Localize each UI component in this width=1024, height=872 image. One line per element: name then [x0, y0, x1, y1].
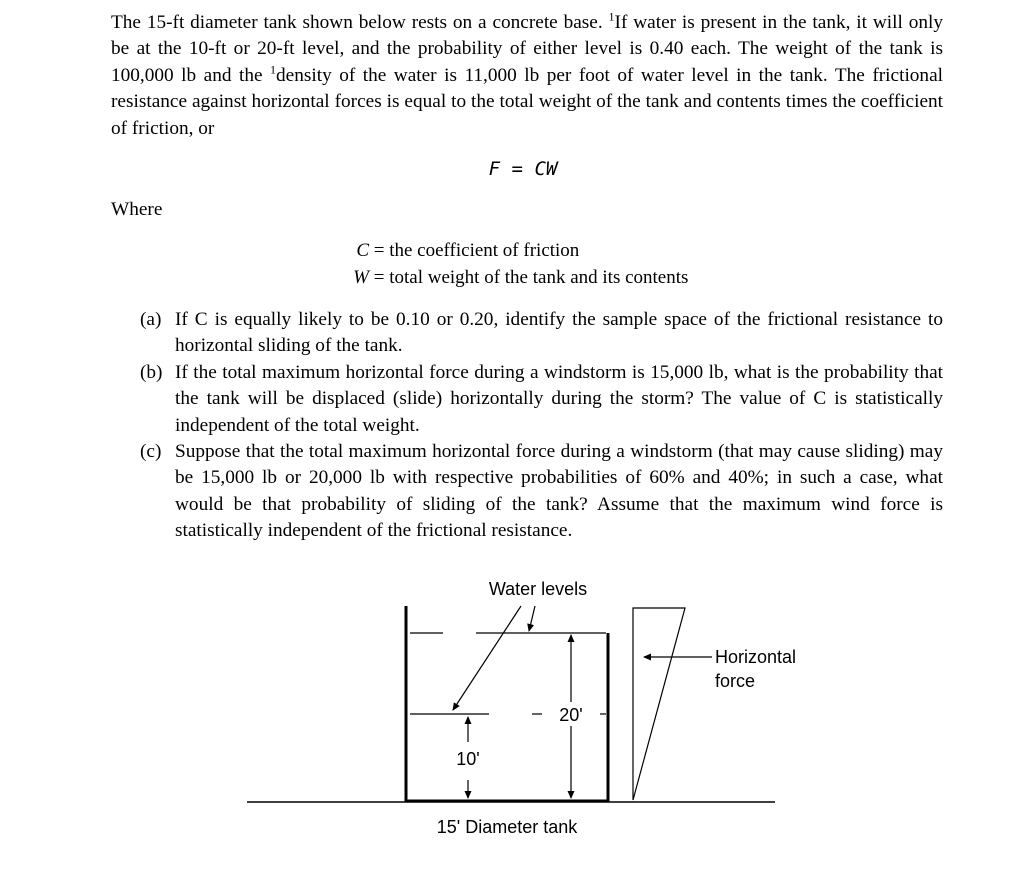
question-label: (a)	[140, 309, 162, 330]
problem-statement	[111, 10, 943, 142]
equation-rhs: CW	[534, 158, 558, 180]
question-label: (b)	[140, 361, 163, 383]
intro-text-3: density of the water is 11,000 lb per foot of water level in the tank. The frictional resistance against horizontal forces is equal to the total weight of the tank and contents times the coefficient of friction, or	[111, 64, 943, 139]
question-c	[140, 439, 943, 545]
question-text: If the total maximum horizontal force during a windstorm is 15,000 lb, what is the probability that the tank will be displaced (slide) horizontally during the storm? The value of C is statistically independent of the total weight.	[175, 361, 943, 436]
tank-figure	[244, 560, 824, 852]
definition-text: = total weight of the tank and its contents	[369, 266, 689, 288]
equation-lhs: F	[488, 158, 501, 180]
horizontal-force-label-2: force	[715, 671, 756, 691]
footnote-marker-2: 1	[270, 62, 277, 77]
definition-c	[315, 238, 688, 265]
wind-load-diagram	[633, 608, 685, 800]
friction-equation	[0, 158, 1024, 180]
equation-equals: =	[500, 158, 535, 180]
question-text: Suppose that the total maximum horizontal force during a windstorm (that may cause sliding) may be 15,000 lb or 20,000 lb with respective probabilities of 60% and 40%; in such a case, what would be that probability of sliding of the tank? Assume that the maximum wind force is statistically independent of the frictional resistance.	[175, 441, 943, 542]
tank-wall	[406, 606, 608, 801]
definition-symbol: W	[353, 266, 369, 288]
question-a	[140, 307, 943, 360]
leader-arrow	[453, 606, 521, 710]
figure-caption: 15' Diameter tank	[436, 817, 578, 837]
question-label: (c)	[140, 441, 162, 463]
intro-text-2: If water is present in the tank, it will only be at the 10-ft or 20-ft level, and the probability of either level is 0.40 each. The weight of the tank is 100,000 lb and the	[111, 12, 944, 86]
where-label: Where	[111, 199, 163, 220]
definition-text: = the coefficient of friction	[369, 240, 580, 261]
question-b	[140, 360, 943, 439]
question-list	[140, 307, 943, 545]
leader-arrow	[529, 606, 535, 631]
definition-w	[315, 265, 688, 292]
footnote-marker-1: 1	[608, 9, 615, 24]
dimension-20-label: 20'	[559, 705, 583, 725]
horizontal-force-label-1: Horizontal	[715, 647, 797, 667]
definitions	[315, 238, 688, 291]
definition-symbol: C	[356, 240, 369, 261]
dimension-10-label: 10'	[456, 749, 480, 769]
water-levels-label: Water levels	[488, 579, 588, 599]
intro-text-1: The 15-ft diameter tank shown below rests on a concrete base.	[111, 12, 609, 33]
question-text: If C is equally likely to be 0.10 or 0.20, identify the sample space of the frictional resistance to horizontal sliding of the tank.	[175, 309, 943, 357]
